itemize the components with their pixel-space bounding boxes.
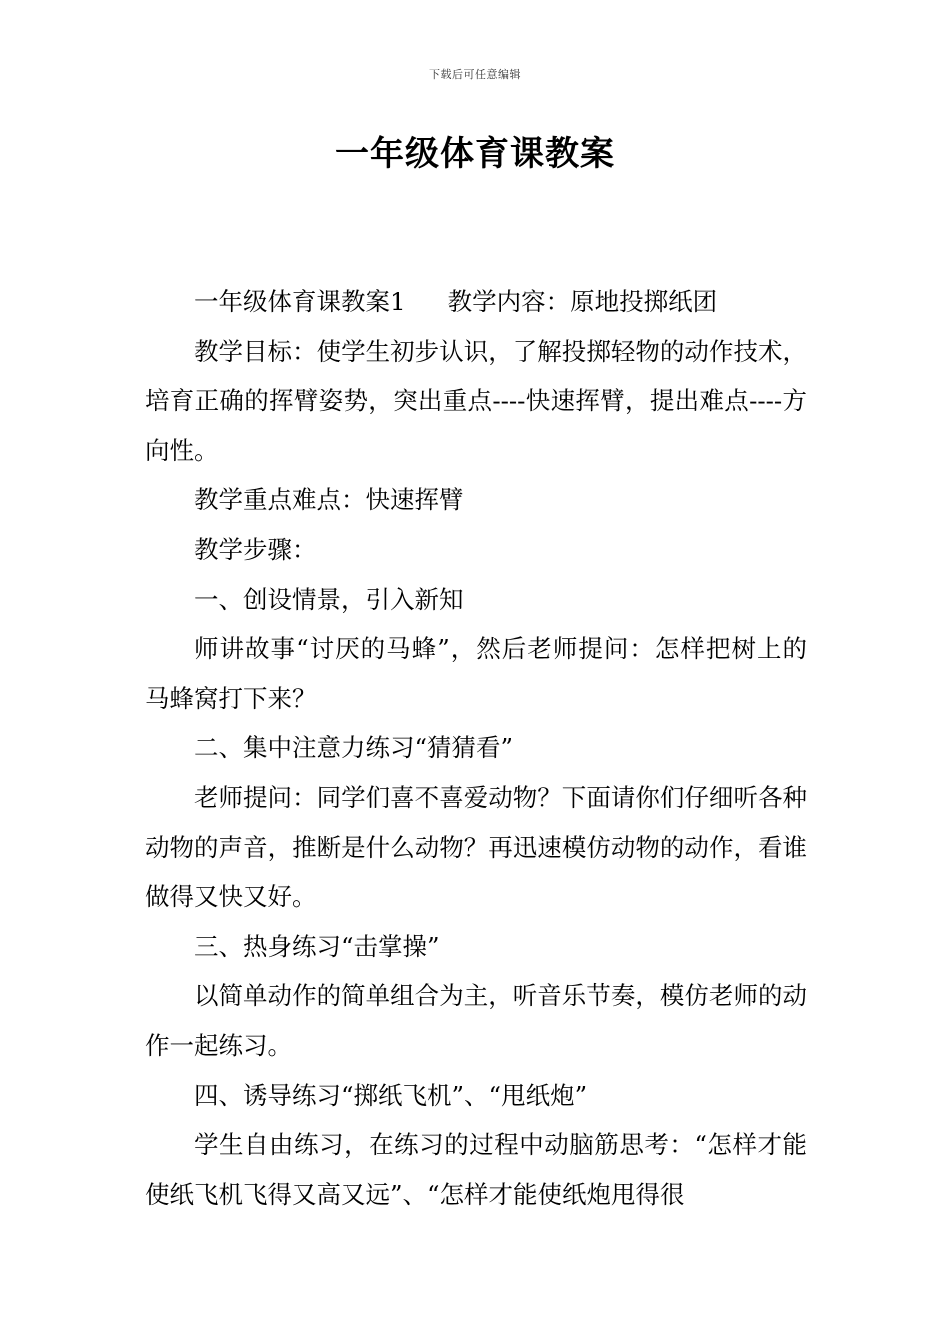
paragraph-lesson-intro <box>145 277 807 327</box>
paragraph-key-points: 教学重点难点：快速挥臂 <box>194 485 464 515</box>
paragraph-step-three: 三、热身练习“击掌操” <box>194 931 440 961</box>
paragraph-step-one: 一、创设情景，引入新知 <box>194 584 464 614</box>
paragraph-story: 师讲故事“讨厌的马蜂”，然后老师提问：怎样把树上的马蜂窝打下来？ <box>145 634 807 713</box>
paragraph-step-four: 四、诱导练习“掷纸飞机”、“甩纸炮” <box>194 1080 588 1110</box>
paragraph-free-practice: 学生自由练习，在练习的过程中动脑筋思考：“怎样才能使纸飞机飞得又高又远”、“怎样才能使纸炮甩得很 <box>145 1130 807 1209</box>
document-title: 一年级体育课教案 <box>335 134 615 174</box>
paragraph-teaching-goal: 教学目标：使学生初步认识，了解投掷轻物的动作技术，培育正确的挥臂姿势，突出重点----快速挥臂，提出难点----方向性。 <box>145 336 807 465</box>
body-text <box>145 277 807 1219</box>
teaching-content: 教学内容：原地投掷纸团 <box>447 287 718 316</box>
paragraph-guess-game: 老师提问：同学们喜不喜爱动物？下面请你们仔细听各种动物的声音，推断是什么动物？再迅速模仿动物的动作，看谁做得又快又好。 <box>145 782 807 912</box>
paragraph-steps-heading: 教学步骤： <box>194 534 317 564</box>
paragraph-warmup: 以简单动作的简单组合为主，听音乐节奏，模仿老师的动作一起练习。 <box>145 981 807 1060</box>
header-note: 下载后可任意编辑 <box>429 68 521 81</box>
lesson-heading: 一年级体育课教案1 <box>194 287 406 316</box>
paragraph-step-two: 二、集中注意力练习“猜猜看” <box>194 733 514 763</box>
